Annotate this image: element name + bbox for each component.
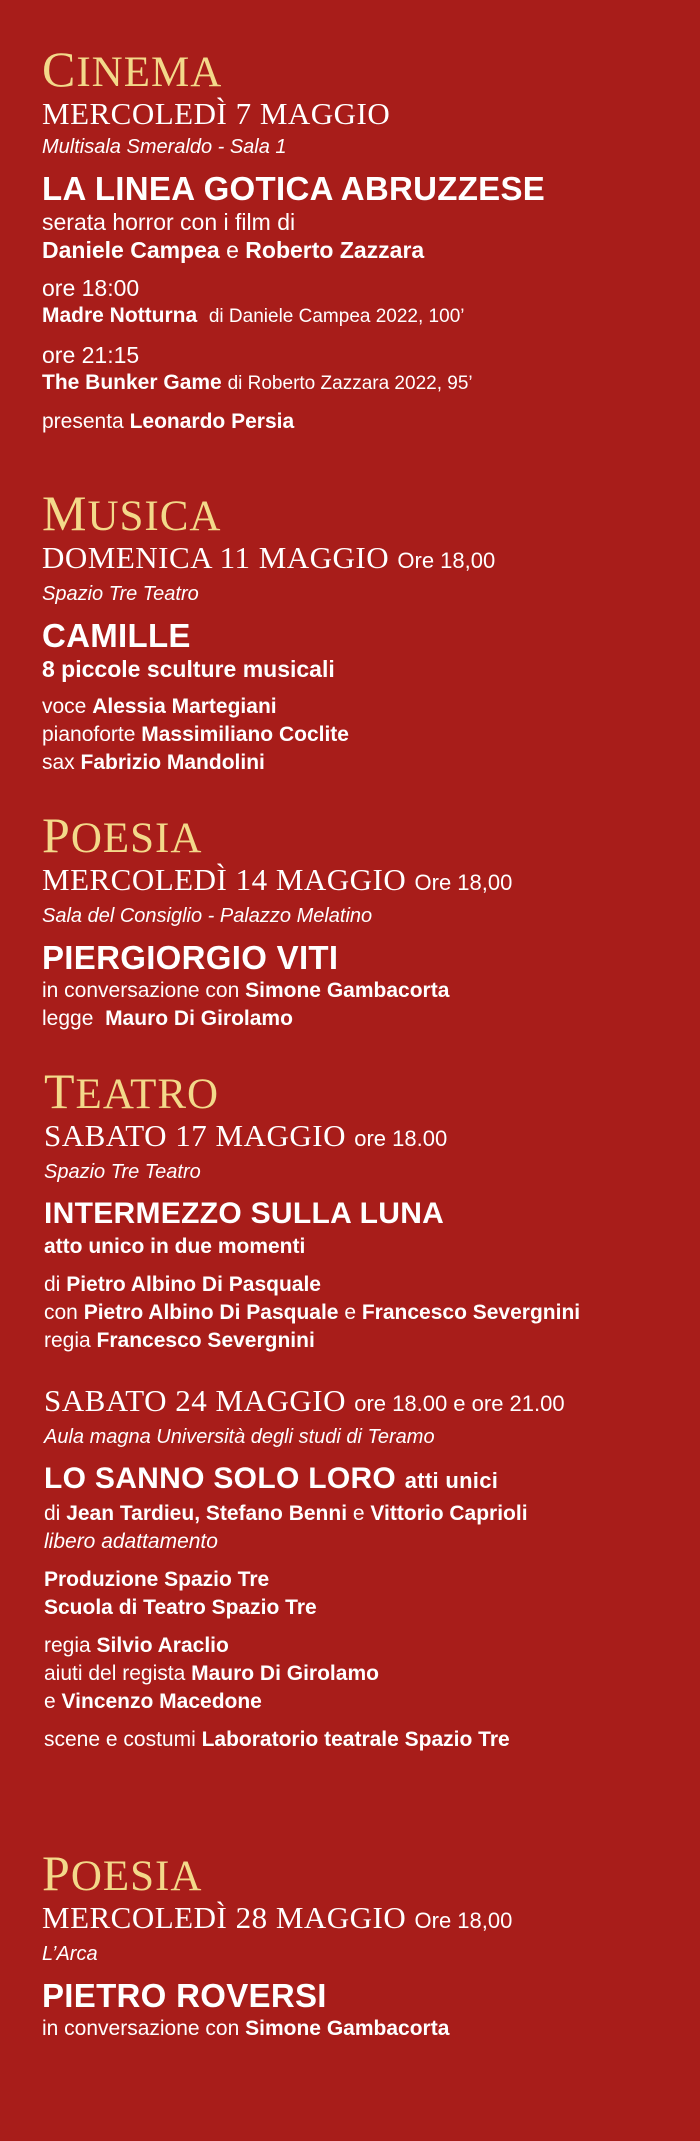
credit-line: sax Fabrizio Mandolini xyxy=(42,751,265,774)
screening-film: Madre Notturna di Daniele Campea 2022, 100’ xyxy=(42,304,465,327)
poesia-section xyxy=(42,807,680,1033)
section-category: TEATRO xyxy=(44,1063,220,1119)
screening-time: ore 21:15 xyxy=(42,342,140,368)
credit-line: con Pietro Albino Di Pasquale e Francesco Severgnini xyxy=(44,1301,581,1324)
musica-section xyxy=(42,485,680,777)
event-title: PIERGIORGIO VITI xyxy=(42,939,339,976)
event-title: INTERMEZZO SULLA LUNA xyxy=(44,1197,445,1230)
event-venue: Aula magna Università degli studi di Teramo xyxy=(44,1426,435,1448)
presenter-line: presenta Leonardo Persia xyxy=(42,410,295,433)
poesia-section xyxy=(42,1845,680,2043)
section-category: POESIA xyxy=(42,807,203,863)
event-venue: Multisala Smeraldo - Sala 1 xyxy=(42,136,287,158)
section-category: POESIA xyxy=(42,1845,203,1901)
cinema-section xyxy=(42,41,680,436)
event-subtitle: serata horror con i film di xyxy=(42,209,296,235)
event-date: SABATO 17 MAGGIO ore 18.00 xyxy=(44,1118,448,1153)
event-title: LA LINEA GOTICA ABRUZZESE xyxy=(42,170,546,207)
event-title: LO SANNO SOLO LORO atti unici xyxy=(44,1462,499,1495)
directors-line: Daniele Campea e Roberto Zazzara xyxy=(42,237,425,263)
section-category: CINEMA xyxy=(42,41,223,97)
event-subtitle: atto unico in due momenti xyxy=(44,1235,306,1258)
credit-line: regia Silvio Araclio xyxy=(44,1634,229,1657)
event-date: DOMENICA 11 MAGGIO Ore 18,00 xyxy=(42,540,496,575)
event-date: MERCOLEDÌ 28 MAGGIO Ore 18,00 xyxy=(42,1900,513,1935)
credit-line: scene e costumi Laboratorio teatrale Spazio Tre xyxy=(44,1728,510,1751)
event-subtitle: 8 piccole sculture musicali xyxy=(42,656,335,682)
event-venue: Sala del Consiglio - Palazzo Melatino xyxy=(42,905,373,927)
section-category: MUSICA xyxy=(42,485,222,541)
credit-line: aiuti del regista Mauro Di Girolamo xyxy=(44,1662,379,1685)
screening-time: ore 18:00 xyxy=(42,275,140,301)
teatro-section xyxy=(44,1063,680,1754)
screening-film: The Bunker Game di Roberto Zazzara 2022, 95’ xyxy=(42,371,473,394)
event-venue: Spazio Tre Teatro xyxy=(42,583,199,605)
event-venue: L’Arca xyxy=(42,1943,98,1965)
credit-line: di Pietro Albino Di Pasquale xyxy=(44,1273,321,1296)
credit-line: legge Mauro Di Girolamo xyxy=(42,1007,293,1030)
credit-line: in conversazione con Simone Gambacorta xyxy=(42,2017,450,2040)
event-venue: Spazio Tre Teatro xyxy=(44,1161,201,1183)
production-line: Produzione Spazio Tre xyxy=(44,1568,270,1591)
credit-line: in conversazione con Simone Gambacorta xyxy=(42,979,450,1002)
credit-line: voce Alessia Martegiani xyxy=(42,695,277,718)
director-name: Daniele Campea xyxy=(42,237,220,263)
credit-line: pianoforte Massimiliano Coclite xyxy=(42,723,349,746)
event-title: CAMILLE xyxy=(42,617,191,654)
event-date: MERCOLEDÌ 14 MAGGIO Ore 18,00 xyxy=(42,862,513,897)
credit-line: regia Francesco Severgnini xyxy=(44,1329,315,1352)
event-date: SABATO 24 MAGGIO ore 18.00 e ore 21.00 xyxy=(44,1383,565,1418)
credit-line: e Vincenzo Macedone xyxy=(44,1690,262,1713)
adaptation-note: libero adattamento xyxy=(44,1530,218,1553)
production-line: Scuola di Teatro Spazio Tre xyxy=(44,1596,317,1619)
event-title: PIETRO ROVERSI xyxy=(42,1977,327,2014)
credit-line: di Jean Tardieu, Stefano Benni e Vittorio Caprioli xyxy=(44,1502,528,1525)
event-date: MERCOLEDÌ 7 MAGGIO xyxy=(42,96,391,131)
director-name: Roberto Zazzara xyxy=(245,237,425,263)
